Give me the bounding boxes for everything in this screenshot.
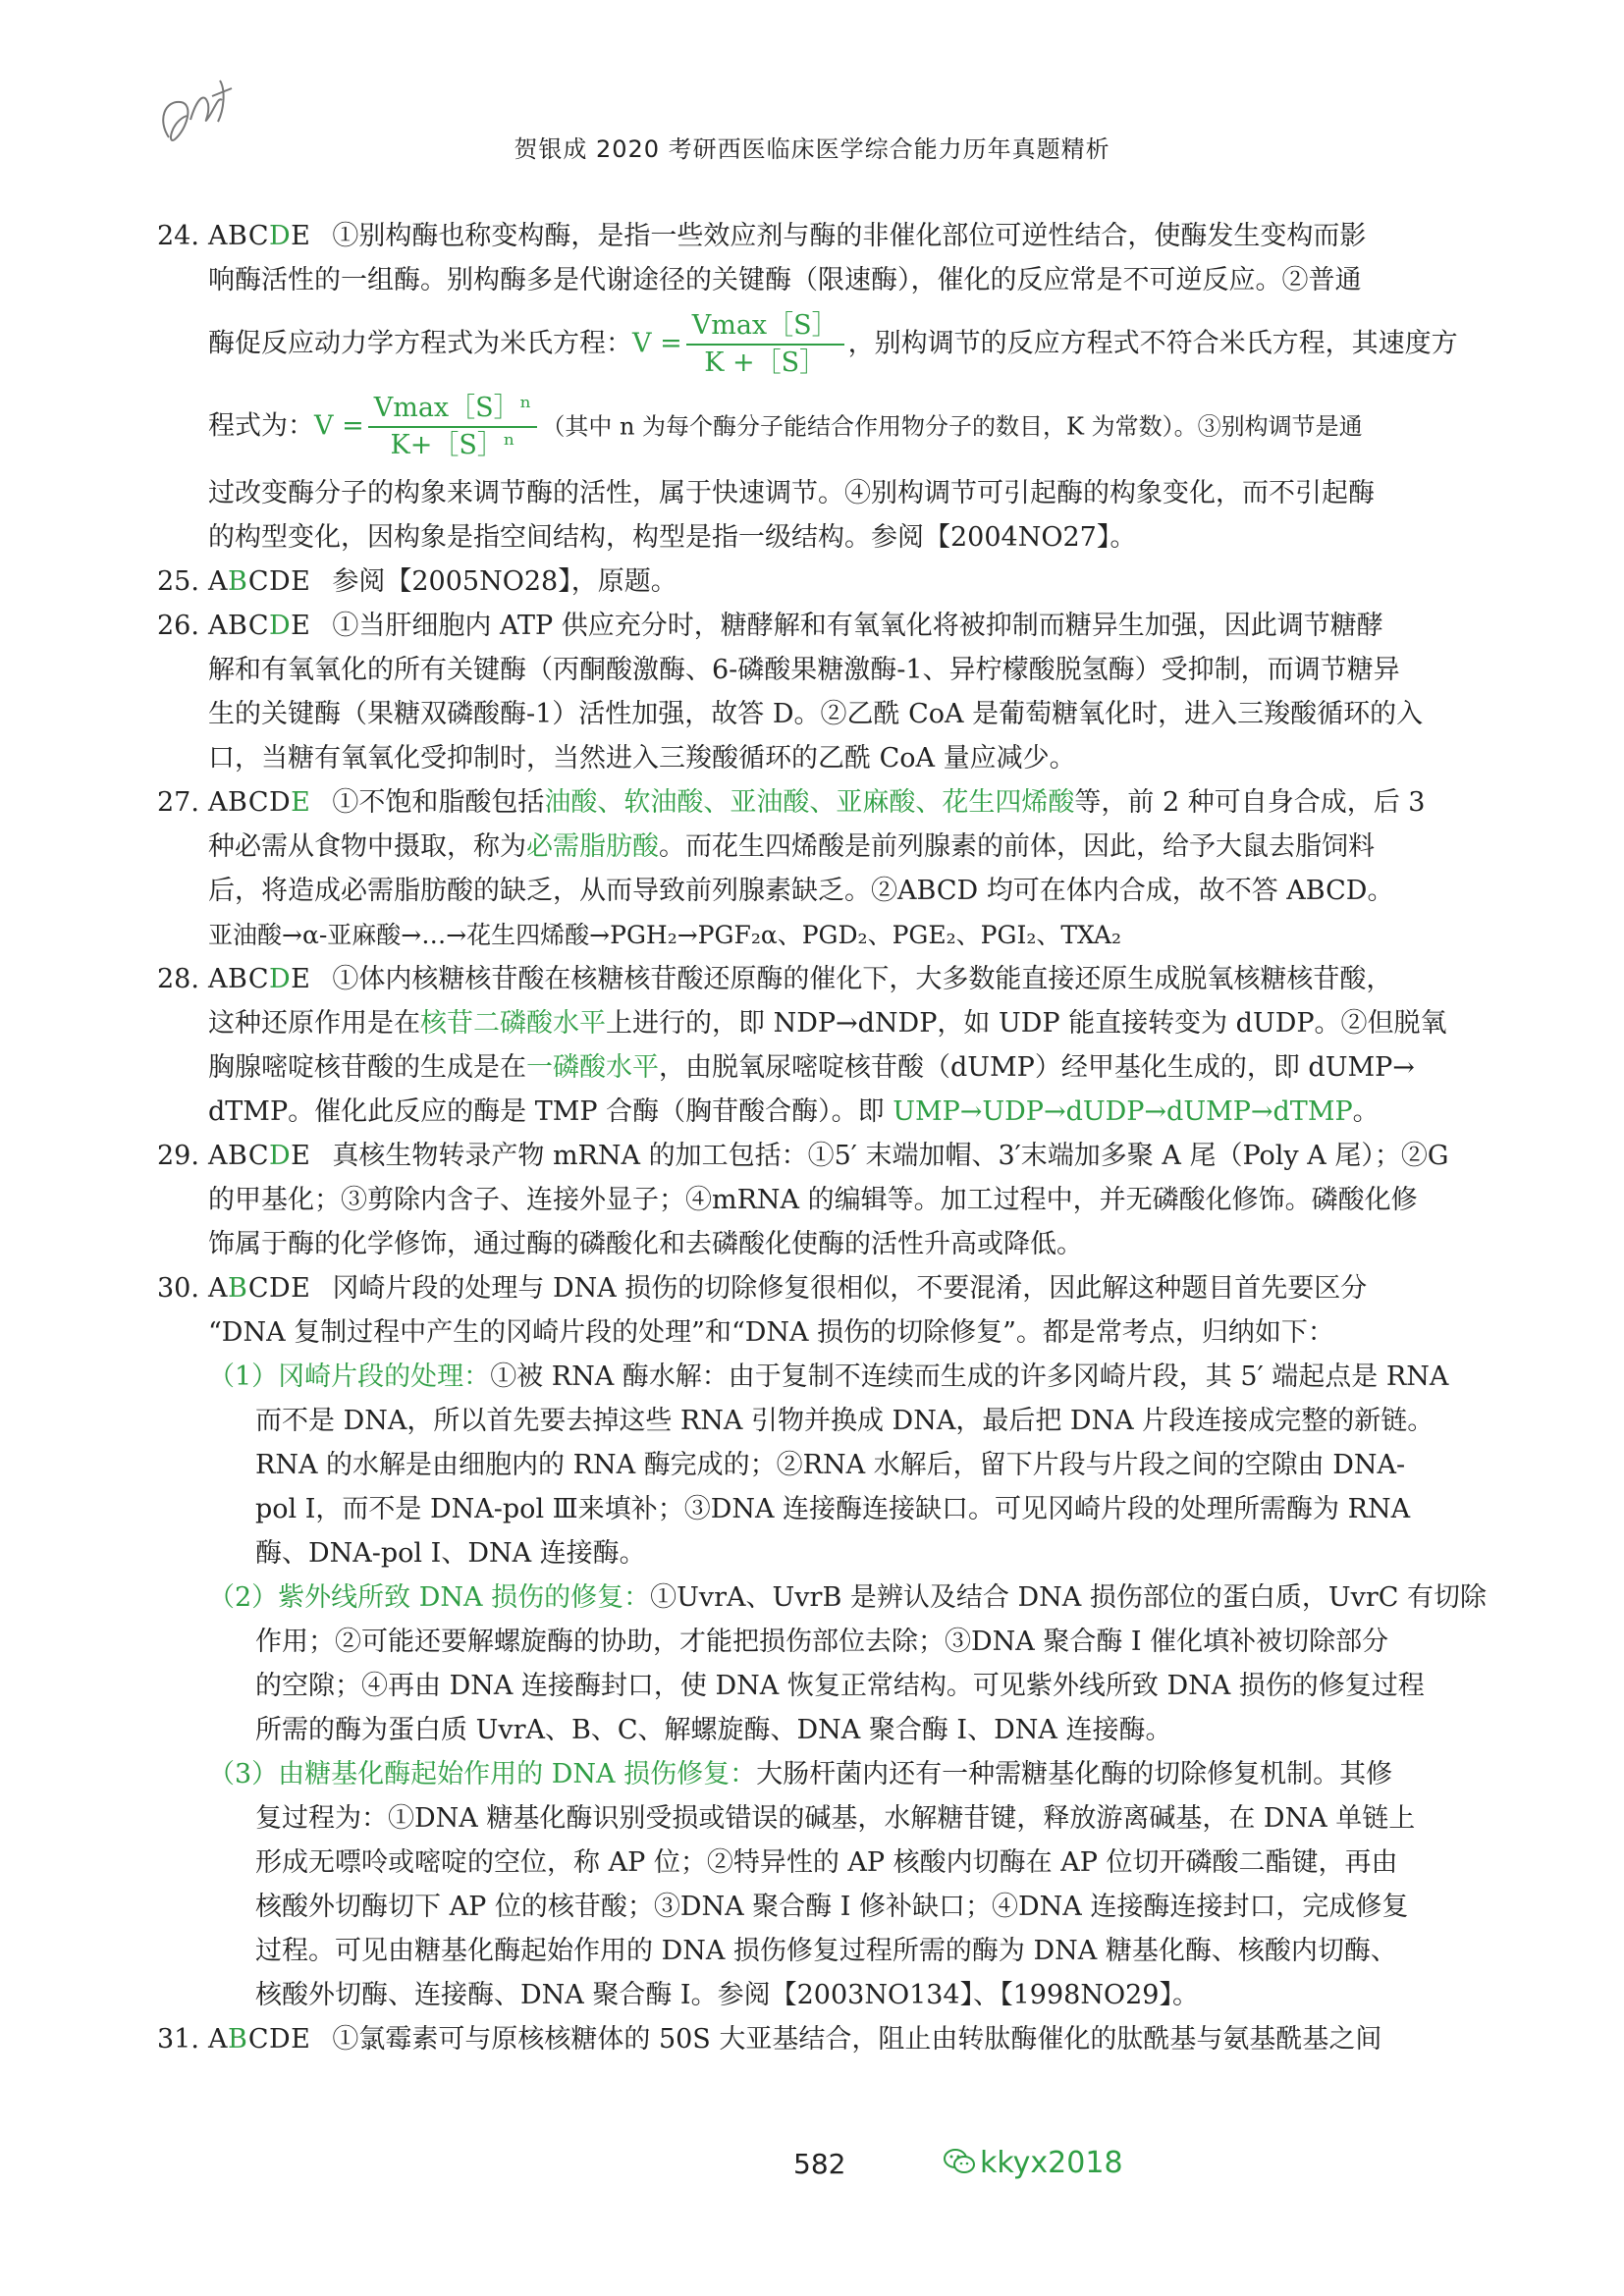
answer-options: ABCDE xyxy=(208,566,311,597)
answer-options: ABCDE xyxy=(208,2024,311,2055)
q24-line-1: 24. ABCDE ①别构酶也称变构酶，是指一些效应剂与酶的非催化部位可逆性结合，使酶发生变构而影 xyxy=(157,214,1497,258)
allosteric-fraction: $\frac{\text{Vmax［S］ⁿ}}{\text{K+［S］ⁿ}}$ xyxy=(368,391,538,463)
formula-lhs: V = xyxy=(632,328,682,359)
question-number: 31. xyxy=(157,2024,199,2055)
question-30: 30. ABCDE 冈崎片段的处理与 DNA 损伤的切除修复很相似，不要混淆，因此解这种题目首先要区分 “DNA 复制过程中产生的冈崎片段的处理”和“DNA 损伤的切除修复”。都是常考点，归纳如下： （1）冈崎片段的处理：①被 RNA 酶水解：由于复制不连续而生成的许多冈崎片段，其 5′ 端起点是 RNA 而不是 DNA，所以首先要去掉这些 RNA 引物并换成 DNA，最后把 DNA 片段连接成完整的新链。 RNA 的水解是由细胞内的 RNA 酶完成的；②RNA 水解后，留下片段与片段之间的空隙由 DNA- pol Ⅰ，而不是 DNA-pol Ⅲ来填补；③DNA 连接酶连接缺口。可见冈崎片段的处理所需酶为 RNA 酶、DNA-pol Ⅰ、DNA 连接酶。 （2）紫外线所致 DNA 损伤的修复：①UvrA、UvrB 是辨认及结合 DNA 损伤部位的蛋白质，UvrC 有切除 作用；②可能还要解螺旋酶的协助，才能把损伤部位去除；③DNA 聚合酶 Ⅰ 催化填补被切除部分 的空隙；④再由 DNA 连接酶封口，使 DNA 恢复正常结构。可见紫外线所致 DNA 损伤的修复过程 所需的酶为蛋白质 UvrA、B、C、解螺旋酶、DNA 聚合酶 Ⅰ、DNA 连接酶。 （3）由糖基化酶起始作用的 DNA 损伤修复：大肠杆菌内还有一种需糖基化酶的切除修复机制。其修 复过程为：①DNA 糖基化酶识别受损或错误的碱基，水解糖苷键，释放游离碱基，在 DNA 单链上 形成无嘌呤或嘧啶的空位，称 AP 位；②特异性的 AP 核酸内切酶在 AP 位切开磷酸二酯键，再由 核酸外切酶切下 AP 位的核苷酸；③DNA 聚合酶 Ⅰ 修补缺口；④DNA 连接酶连接封口，完成修复 过程。可见由糖基化酶起始作用的 DNA 损伤修复过程所需的酶为 DNA 糖基化酶、核酸内切酶、 核酸外切酶、连接酶、DNA 聚合酶 Ⅰ。参阅【2003NO134】、【1998NO29】。 xyxy=(157,1266,1497,2017)
answer-options: ABCDE xyxy=(208,1141,311,1171)
q24-line-3: 酶促反应动力学方程式为米氏方程：V = $\frac{Vmax[S]}{K +[S]}$ ，别构调节的反应方程式不符合米氏方程，其速度方 xyxy=(157,308,1497,381)
question-number: 30. xyxy=(157,1273,199,1304)
q24-line-2: 响酶活性的一组酶。别构酶多是代谢途径的关键酶（限速酶），催化的反应常是不可逆反应。②普通 xyxy=(208,265,1362,295)
answer-options: ABCDE xyxy=(208,221,311,251)
formula-lhs: V = xyxy=(314,410,364,442)
question-number: 26. xyxy=(157,611,199,641)
wechat-icon xyxy=(943,2147,976,2176)
subsection-okazaki: （1）冈崎片段的处理：①被 RNA 酶水解：由于复制不连续而生成的许多冈崎片段，其 5′ 端起点是 RNA xyxy=(208,1362,1449,1392)
page-header-title: 贺银成 2020 考研西医临床医学综合能力历年真题精析 xyxy=(514,135,1110,163)
q24-line-4: 程式为：V = $\frac{\text{Vmax［S］ⁿ}}{\text{K+［S］ⁿ}}$ （其中 n 为每个酶分子能结合作用物分子的数目，K 为常数）。③别构调节是通 xyxy=(157,391,1497,463)
wechat-watermark: kkyx2018 xyxy=(943,2146,1123,2180)
metabolic-chain: 亚油酸→α-亚麻酸→…→花生四烯酸→PGH₂→PGF₂α、PGD₂、PGE₂、PGI₂、TXA₂ xyxy=(208,921,1121,949)
question-31: 31. ABCDE ①氯霉素可与原核核糖体的 50S 大亚基结合，阻止由转肽酶催化的肽酰基与氨基酰基之间 xyxy=(157,2017,1497,2061)
question-28: 28. ABCDE ①体内核糖核苷酸在核糖核苷酸还原酶的催化下，大多数能直接还原生成脱氧核糖核苷酸， 这种还原作用是在核苷二磷酸水平上进行的，即 NDP→dNDP，如 UDP 能直接转变为 dUDP。②但脱氧 胸腺嘧啶核苷酸的生成是在一磷酸水平，由脱氧尿嘧啶核苷酸（dUMP）经甲基化生成的，即 dUMP→ dTMP。催化此反应的酶是 TMP 合酶（胸苷酸合酶）。即 UMP→UDP→dUDP→dUMP→dTMP。 xyxy=(157,957,1497,1134)
question-number: 27. xyxy=(157,787,199,818)
subsection-uv-repair: （2）紫外线所致 DNA 损伤的修复：①UvrA、UvrB 是辨认及结合 DNA 损伤部位的蛋白质，UvrC 有切除 xyxy=(208,1582,1487,1613)
subsection-glycosylase-repair: （3）由糖基化酶起始作用的 DNA 损伤修复：大肠杆菌内还有一种需糖基化酶的切除修复机制。其修 xyxy=(208,1759,1393,1789)
question-number: 24. xyxy=(157,221,199,251)
answer-options: ABCDE xyxy=(208,964,311,994)
answer-content xyxy=(157,214,1497,2061)
question-number: 28. xyxy=(157,964,199,994)
question-25: 25. ABCDE 参阅【2005NO28】，原题。 xyxy=(157,560,1497,604)
question-27: 27. ABCDE ①不饱和脂酸包括油酸、软油酸、亚油酸、亚麻酸、花生四烯酸等，前 2 种可自身合成，后 3 种必需从食物中摄取，称为必需脂肪酸。而花生四烯酸是前列腺素的前体，因此，给予大鼠去脂饲料 后，将造成必需脂肪酸的缺乏，从而导致前列腺素缺乏。②ABCD 均可在体内合成，故不答 ABCD。 亚油酸→α-亚麻酸→…→花生四烯酸→PGH₂→PGF₂α、PGD₂、PGE₂、PGI₂、TXA₂ xyxy=(157,780,1497,957)
q24-line-6: 的构型变化，因构象是指空间结构，构型是指一级结构。参阅【2004NO27】。 xyxy=(208,522,1137,553)
answer-options: ABCDE xyxy=(208,787,311,818)
q24-line-5: 过改变酶分子的构象来调节酶的活性，属于快速调节。④别构调节可引起酶的构象变化，而不引起酶 xyxy=(208,478,1375,508)
question-29: 29. ABCDE 真核生物转录产物 mRNA 的加工包括：①5′ 末端加帽、3′末端加多聚 A 尾（Poly A 尾）；②G 的甲基化；③剪除内含子、连接外显子；④mRNA 的编辑等。加工过程中，并无磷酸化修饰。磷酸化修 饰属于酶的化学修饰，通过酶的磷酸化和去磷酸化使酶的活性升高或降低。 xyxy=(157,1134,1497,1266)
question-24 xyxy=(157,214,1497,560)
answer-options: ABCDE xyxy=(208,1273,311,1304)
michaelis-fraction: $\frac{Vmax[S]}{K +[S]}$ xyxy=(686,308,844,381)
question-number: 25. xyxy=(157,566,199,597)
question-number: 29. xyxy=(157,1141,199,1171)
page-number: 582 xyxy=(793,2148,846,2180)
question-26: 26. ABCDE ①当肝细胞内 ATP 供应充分时，糖酵解和有氧氧化将被抑制而糖异生加强，因此调节糖酵 解和有氧氧化的所有关键酶（丙酮酸激酶、6-磷酸果糖激酶-1、异柠檬酸脱氢酶）受抑制，而调节糖异 生的关键酶（果糖双磷酸酶-1）活性加强，故答 D。②乙酰 CoA 是葡萄糖氧化时，进入三羧酸循环的入 口，当糖有氧氧化受抑制时，当然进入三羧酸循环的乙酰 CoA 量应减少。 xyxy=(157,604,1497,780)
answer-options: ABCDE xyxy=(208,611,311,641)
